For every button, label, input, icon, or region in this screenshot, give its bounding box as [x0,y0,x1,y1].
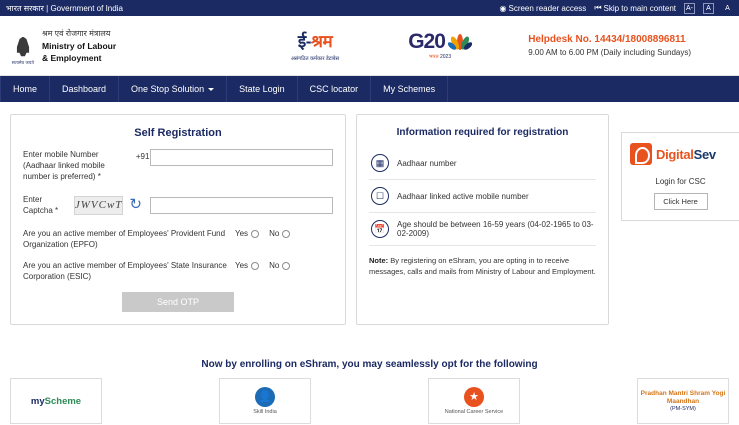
font-normal-button[interactable]: A [703,3,714,14]
csc-login-label: Login for CSC [655,177,706,186]
epfo-no-option[interactable] [269,229,290,238]
digital-seva-brand-orange: Digital [656,146,694,162]
screen-reader-access-link[interactable] [500,4,587,13]
esic-no-radio[interactable] [282,262,290,270]
mobile-icon: ☐ [371,187,389,205]
captcha-required-mark: * [55,206,59,215]
captcha-input[interactable] [150,197,333,214]
screen-reader-icon: ◉ [499,3,507,13]
info-item-text-0: Aadhaar number [397,158,457,168]
ministry-name-hindi: श्रम एवं रोजगार मंत्रालय [42,28,111,38]
site-header [0,16,739,76]
g20-text: G20 [408,30,445,53]
esic-no-option[interactable] [269,261,290,270]
esic-yes-radio[interactable] [251,262,259,270]
helpdesk-info [528,34,739,57]
registration-info-card [356,114,609,325]
info-item-text-1: Aadhaar linked active mobile number [397,191,529,201]
nav-item-my-schemes[interactable] [371,76,448,102]
nav-label-csc-locator: CSC locator [309,84,359,94]
font-decrease-button[interactable]: A- [686,4,693,12]
pm-sym-subtitle: (PM-SYM) [670,405,696,412]
captcha-row [23,194,333,216]
skip-label: Skip to main content [603,3,676,13]
self-registration-title: Self Registration [134,127,222,139]
mobile-required-mark: * [97,172,101,181]
info-item-aadhaar-number [369,147,596,180]
nav-item-state-login[interactable] [227,76,298,102]
id-card-icon: ▦ [371,154,389,172]
registration-note-label: Note: [369,256,389,265]
esic-no-label: No [269,261,280,270]
screen-reader-label: Screen reader access [508,3,587,13]
info-item-age-range [369,213,596,246]
info-item-aadhaar-mobile [369,180,596,213]
myscheme-title-suffix: Scheme [44,395,82,407]
nav-label-home: Home [13,84,38,94]
ministry-branding [0,26,250,66]
government-of-india-label: भारत सरकार | Government of India [6,3,123,13]
digital-seva-brand-blue: Sev [693,146,716,162]
self-registration-card [10,114,346,325]
epfo-question-row [23,228,333,250]
esic-yes-label: Yes [235,261,249,270]
mobile-number-label-text: Enter mobile Number (Aadhaar linked mobile number is preferred) [23,150,105,181]
csc-click-here-button[interactable]: Click Here [654,193,708,210]
esic-question-label: Are you an active member of Employees' State Insurance Corporation (ESIC) [23,261,227,281]
pm-sym-title: Pradhan Mantri Shram Yogi Maandhan [640,389,726,405]
refresh-captcha-icon[interactable]: ↻ [129,196,142,213]
ministry-name-english-line1: Ministry of Labour [42,40,117,51]
scheme-tiles [0,370,739,424]
mobile-number-row [23,149,333,182]
national-career-service-title: National Career Service [444,408,504,415]
nav-item-home[interactable] [0,76,50,102]
epfo-no-label: No [269,229,280,238]
skill-india-title: Skill India [253,408,277,415]
ministry-name-english-line2: & Employment [42,52,102,63]
epfo-yes-option[interactable] [235,229,259,238]
esic-radio-group [235,260,290,270]
nav-item-csc-locator[interactable] [298,76,372,102]
helpdesk-number: Helpdesk No. 14434/18008896811 [528,34,686,45]
captcha-label-text: Enter Captcha [23,195,53,215]
nav-item-dashboard[interactable] [50,76,119,102]
eshram-logo-subtitle: असंगठित कर्मकार डेटाबेस [290,56,340,62]
helpdesk-hours: 9.00 AM to 6.00 PM (Daily including Sundays) [528,48,691,57]
registration-note-text: By registering on eShram, you are opting in to receive messages, calls and mails from Ministry of Labour and Employment. [369,256,596,276]
eshram-logo[interactable] [270,29,360,62]
font-increase-button[interactable]: A [725,4,730,12]
nav-label-one-stop-solution: One Stop Solution [131,84,205,94]
csc-login-card [621,132,739,221]
digital-seva-logo [630,143,731,165]
epfo-radio-group [235,228,290,238]
g20-sub-year: 2023 [439,54,452,60]
person-icon: 👤 [255,387,275,407]
country-code-label: +91 [135,152,150,161]
eshram-logo-suffix: श्रम [310,32,333,51]
chevron-down-icon [208,88,214,91]
send-otp-button[interactable]: Send OTP [122,292,234,312]
registration-info-title: Information required for registration [396,127,569,138]
skip-forward-icon: ⏮ [594,3,602,12]
main-navigation [0,76,739,102]
government-top-bar [0,0,739,16]
esic-question-row [23,260,333,282]
nav-label-state-login: State Login [239,84,285,94]
epfo-yes-label: Yes [235,229,249,238]
tile-myscheme[interactable] [10,378,102,424]
lotus-svg [448,31,472,51]
tile-pm-sym[interactable] [637,378,729,424]
nav-item-one-stop-solution[interactable] [119,76,227,102]
epfo-no-radio[interactable] [282,230,290,238]
info-item-text-2: Age should be between 16-59 years (04-02-1965 to 03-02-2009) [397,220,594,238]
esic-yes-option[interactable] [235,261,259,270]
enrolment-section [0,357,739,425]
epfo-question-label: Are you an active member of Employees' Provident Fund Organization (EPFO) [23,229,226,249]
captcha-image: JWVCwT [74,196,124,215]
nav-label-dashboard: Dashboard [62,84,107,94]
national-emblem-icon [10,26,36,66]
registration-note [369,255,596,277]
ministry-name [42,28,116,64]
epfo-yes-radio[interactable] [251,230,259,238]
career-icon: ★ [464,387,484,407]
eshram-logo-prefix: ई- [297,32,311,51]
emblem-motto: सत्यमेव जयते [11,59,35,65]
logos [270,29,480,62]
g20-logo [400,31,480,60]
skip-to-main-content-link[interactable] [594,3,676,13]
digital-seva-mark-icon [630,143,652,165]
enrolment-heading: Now by enrolling on eShram, you may seamlessly opt for the following [201,359,538,370]
g20-sub-prefix: भारत [428,54,440,60]
captcha-label [23,194,74,216]
main-content [0,102,739,425]
myscheme-title-prefix: my [30,395,45,407]
g20-lotus-icon [448,31,472,51]
nav-label-my-schemes: My Schemes [383,84,436,94]
mobile-number-label [23,149,135,182]
mobile-number-input[interactable] [150,149,333,166]
calendar-icon: 📅 [371,220,389,238]
tile-national-career-service[interactable] [428,378,520,424]
tile-skill-india[interactable] [219,378,311,424]
